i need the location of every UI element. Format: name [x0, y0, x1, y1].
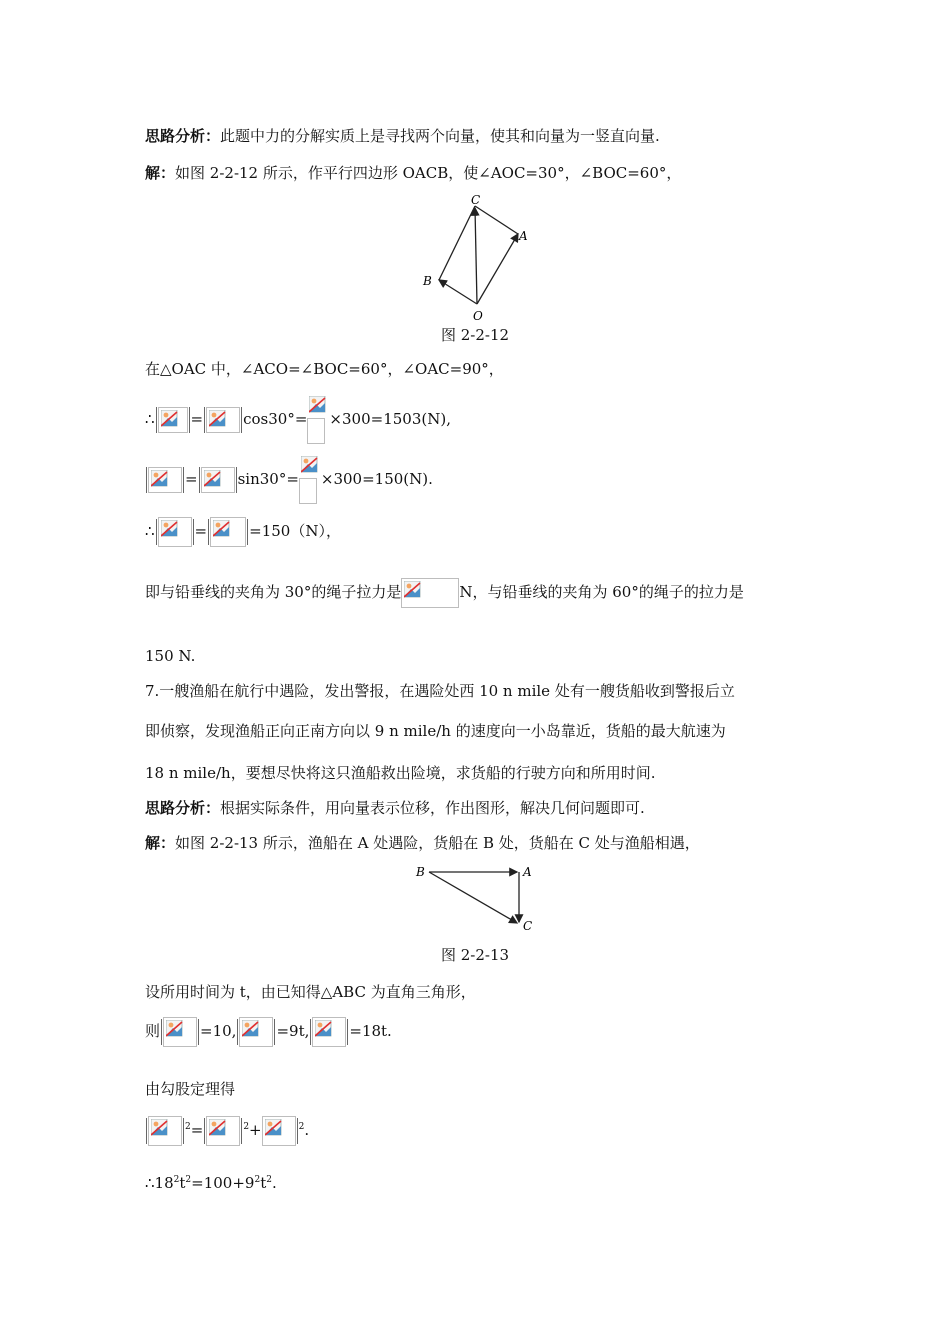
vector-ob	[439, 280, 477, 304]
label-c2: C	[523, 919, 533, 933]
question-7-line-1: 7.一艘渔船在航行中遇险，发出警报，在遇险处西 10 n mile 处有一艘货船收到警报后立	[145, 682, 735, 700]
question-7-line-3: 18 n mile/h，要想尽快将这只渔船救出险境，求货船的行驶方向和所用时间.	[145, 764, 656, 782]
equation-5: $^2$= $^2$+ $^2$.	[145, 1116, 309, 1150]
broken-image-icon	[206, 407, 240, 433]
broken-image-icon	[312, 1017, 346, 1047]
label-b: B	[423, 274, 432, 288]
equation-1: ∴ = cos30°= ×300=1503(N),	[145, 394, 451, 446]
broken-image-icon	[148, 467, 182, 493]
vector-oc	[475, 208, 477, 304]
vector-oa	[477, 234, 518, 304]
label-a2: A	[523, 865, 532, 879]
broken-image-icon	[239, 1017, 273, 1047]
broken-image-icon	[158, 517, 192, 547]
conclusion-line: 即与铅垂线的夹角为 30°的绳子拉力是 N，与铅垂线的夹角为 60°的绳子的拉力是	[145, 578, 744, 612]
question-7-line-2: 即侦察，发现渔船正向正南方向以 9 n mile/h 的速度向一小岛靠近，货船的最大航速为	[145, 722, 726, 740]
solution-label: 解：	[145, 164, 176, 182]
analysis-line-2: 思路分析：根据实际条件，用向量表示位移，作出图形，解决几何问题即可.	[145, 799, 645, 817]
label-c: C	[471, 193, 481, 207]
broken-image-icon	[210, 517, 246, 547]
broken-image-icon	[158, 407, 188, 433]
fraction-image	[307, 394, 329, 446]
solution-text: 如图 2-2-12 所示，作平行四边形 OACB，使∠AOC=30°，∠BOC=60°，	[175, 164, 682, 182]
triangle-statement: 在△OAC 中，∠ACO=∠BOC=60°，∠OAC=90°，	[145, 360, 504, 378]
solution-line-1	[145, 162, 681, 184]
analysis-text: 此题中力的分解实质上是寻找两个向量，使其和向量为一竖直向量.	[220, 127, 660, 145]
analysis-label: 思路分析：	[145, 127, 221, 145]
time-statement: 设所用时间为 t，由已知得△ABC 为直角三角形，	[145, 983, 476, 1001]
equation-4: 则 =10, =9t, =18t.	[145, 1017, 392, 1051]
broken-image-icon	[401, 578, 459, 608]
conclusion-value: 150 N.	[145, 647, 196, 665]
figure-caption-1: 图 2-2-12	[440, 326, 510, 344]
broken-image-icon	[201, 467, 235, 493]
equation-3: ∴ = =150（N），	[145, 517, 341, 551]
analysis-line-1	[145, 125, 660, 147]
therefore-symbol: ∴	[145, 410, 155, 428]
equation-2: = sin30°= ×300=150(N).	[145, 454, 433, 506]
edge-cb	[439, 206, 475, 280]
label-o: O	[473, 309, 483, 323]
equation-6: $\therefore 18^2t^2=100+9^2t^2$.	[145, 1174, 277, 1192]
broken-image-icon	[206, 1116, 240, 1146]
fraction-image	[299, 454, 321, 506]
edge-ca	[475, 206, 518, 234]
broken-image-icon	[148, 1116, 182, 1146]
label-a: A	[519, 229, 528, 243]
figure-parallelogram	[415, 192, 535, 324]
broken-image-icon	[307, 394, 327, 416]
broken-image-icon	[262, 1116, 296, 1146]
solution-line-2: 解：如图 2-2-13 所示，渔船在 A 处遇险，货船在 B 处，货船在 C 处与渔船相遇，	[145, 834, 700, 852]
figure-right-triangle	[413, 860, 538, 935]
label-b2: B	[416, 865, 425, 879]
pythagoras-statement: 由勾股定理得	[145, 1080, 236, 1098]
figure-caption-2: 图 2-2-13	[440, 946, 510, 964]
broken-image-icon	[299, 454, 319, 476]
broken-image-icon	[163, 1017, 197, 1047]
vector-bc	[429, 872, 517, 923]
